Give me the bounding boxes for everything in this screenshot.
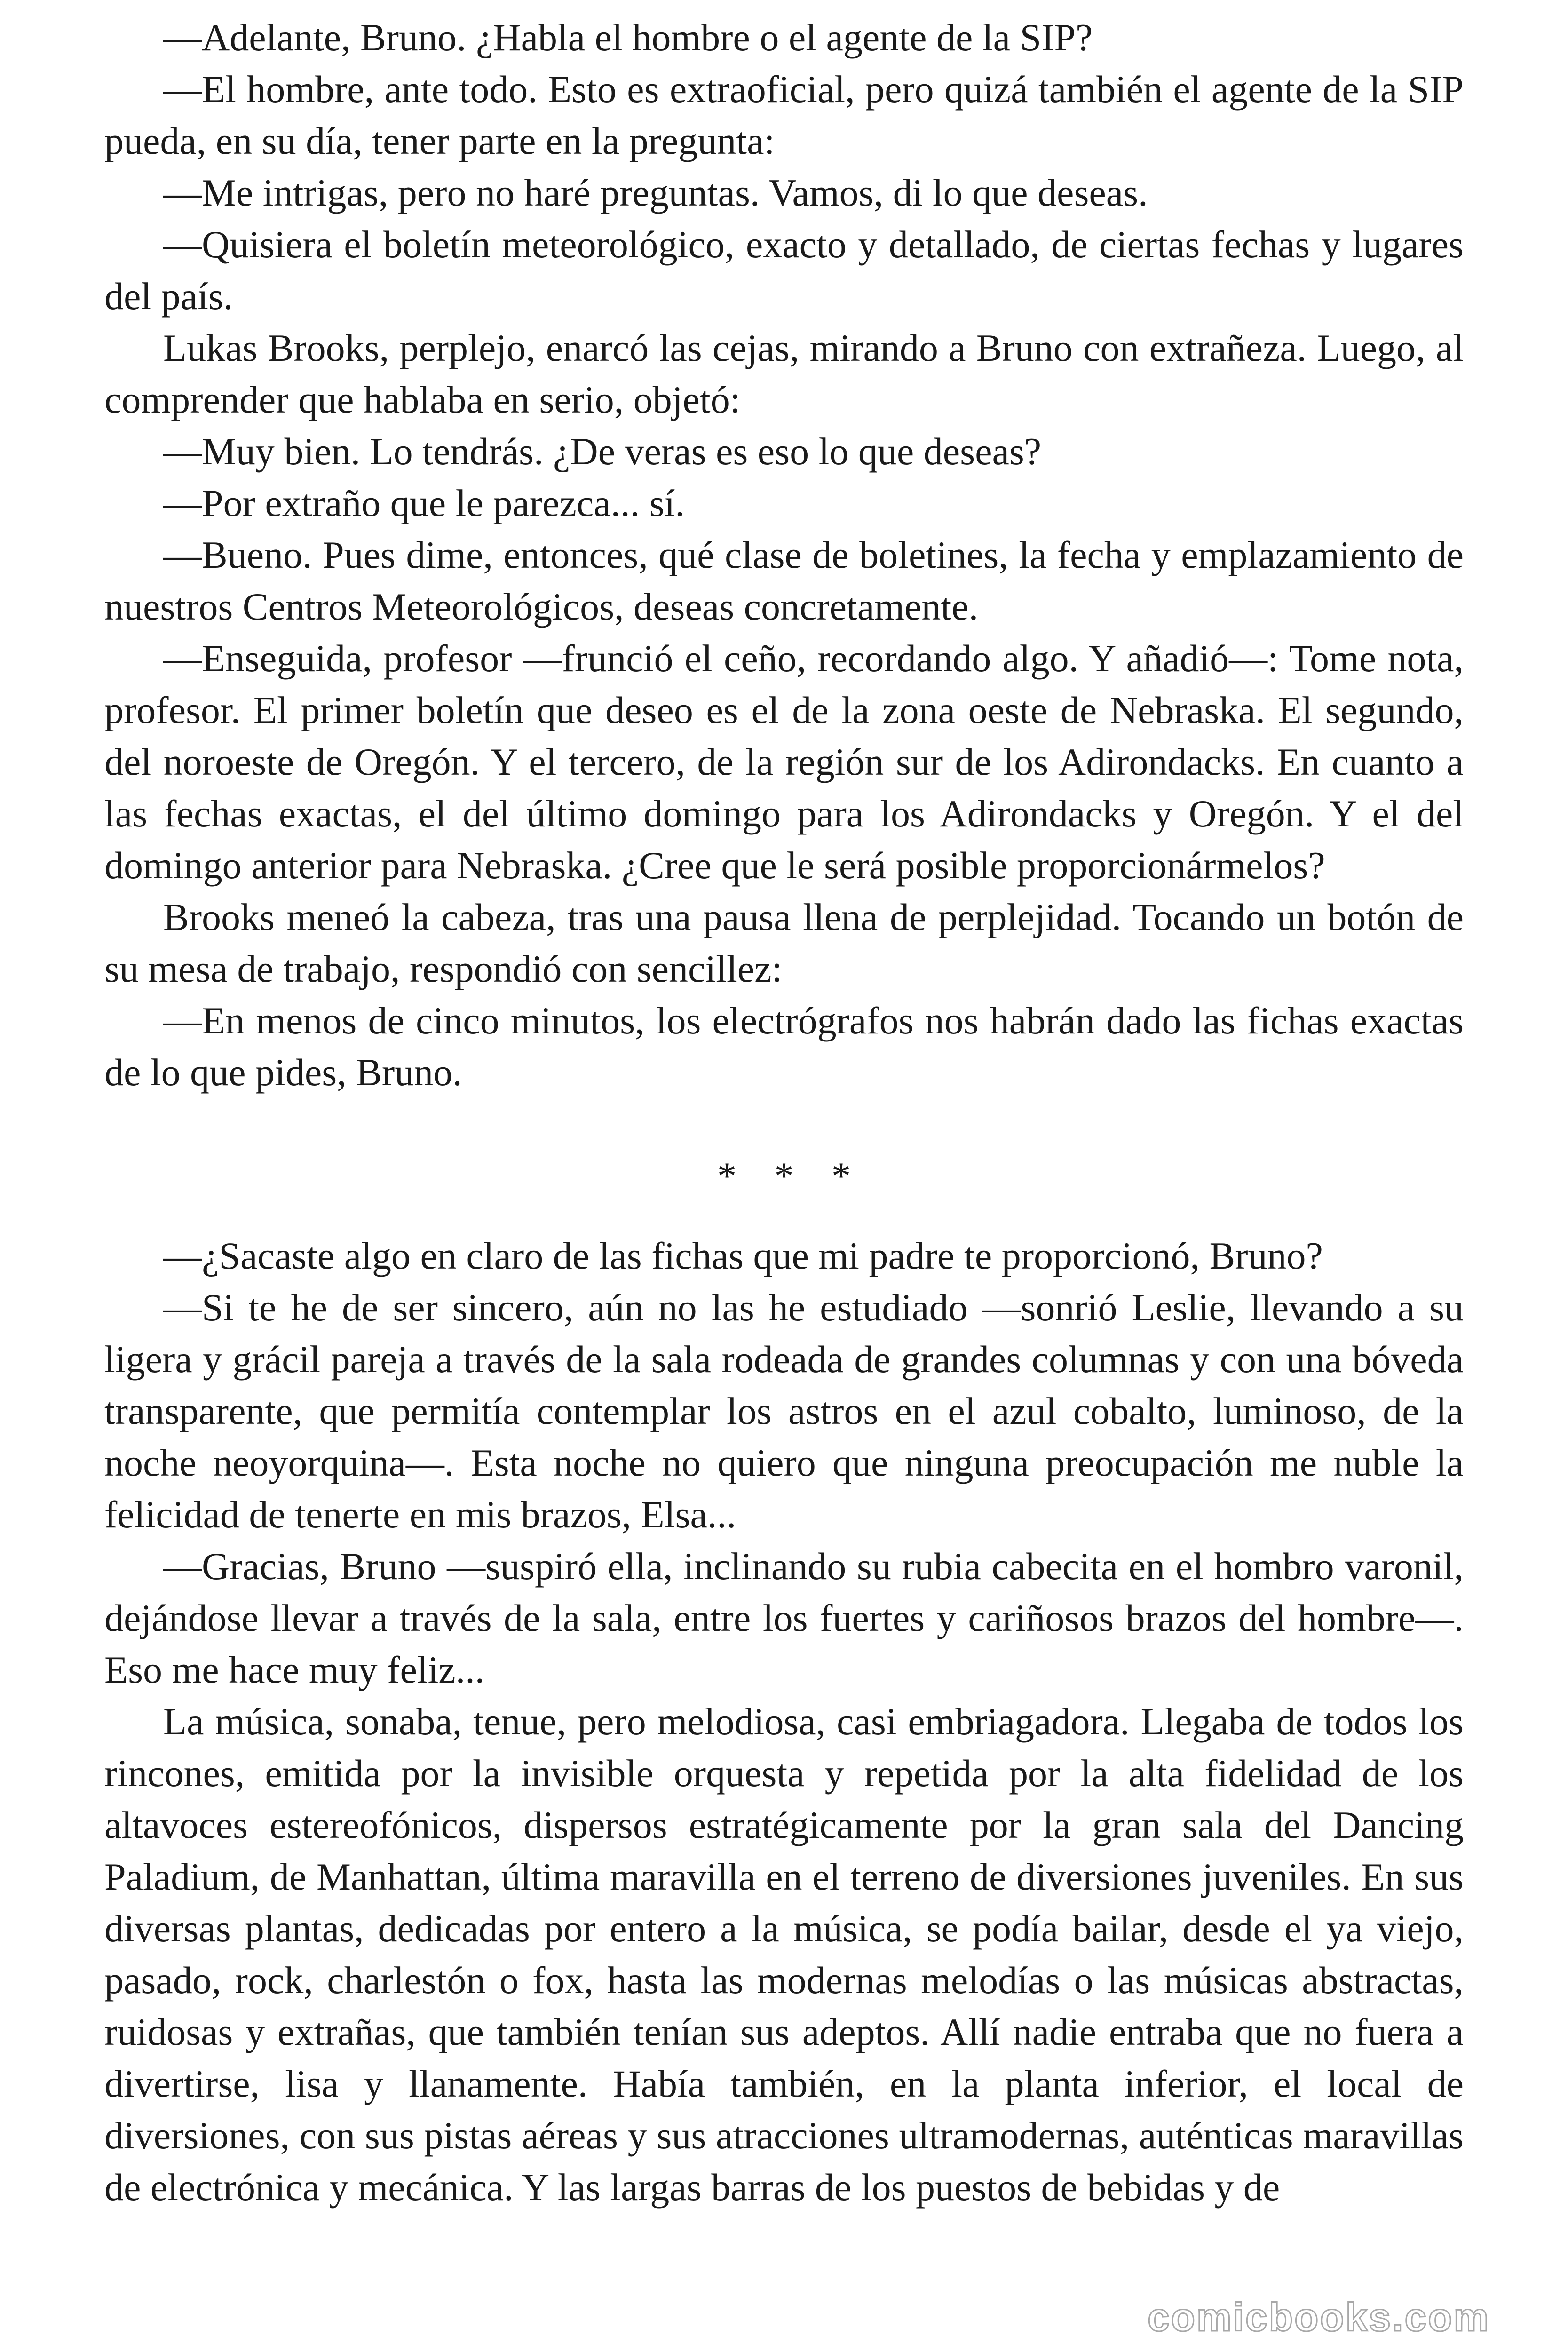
watermark-logo: comicbooks.com [1148,2295,1490,2339]
paragraph: Lukas Brooks, perplejo, enarcó las cejas, mirando a Bruno con extrañeza. Luego, al comprender que hablaba en serio, objetó: [104,326,1464,421]
paragraph: —Enseguida, profesor —frunció el ceño, recordando algo. Y añadió—: Tome nota, profesor. El primer boletín que deseo es el de la zona oeste de Nebraska. El segundo, del noroeste de Oregón. Y el tercero, de la región sur de los Adirondacks. En cuanto a las fechas exactas, el del último domingo para los Adirondacks y Oregón. Y el del domingo anterior para Nebraska. ¿Cree que le será posible proporcionármelos? [104,637,1464,887]
paragraph: —Me intrigas, pero no haré preguntas. Vamos, di lo que deseas. [163,171,1148,214]
page-text [104,12,1464,2213]
section-separator: * * * [717,1154,851,1197]
paragraph: Brooks meneó la cabeza, tras una pausa llena de perplejidad. Tocando un botón de su mesa de trabajo, respondió con sencillez: [104,896,1464,990]
paragraph: —Por extraño que le parezca... sí. [163,482,685,524]
paragraph: —Gracias, Bruno —suspiró ella, inclinando su rubia cabecita en el hombro varonil, dejándose llevar a través de la sala, entre los fuertes y cariñosos brazos del hombre—. Eso me hace muy feliz... [104,1545,1464,1691]
paragraph: —El hombre, ante todo. Esto es extraoficial, pero quizá también el agente de la SIP pueda, en su día, tener parte en la pregunta: [104,68,1464,162]
paragraph: La música, sonaba, tenue, pero melodiosa, casi embriagadora. Llegaba de todos los rincones, emitida por la invisible orquesta y repetida por la alta fidelidad de los altavoces estereofónicos, dispersos estratégicamente por la gran sala del Dancing Paladium, de Manhattan, última maravilla en el terreno de diversiones juveniles. En sus diversas plantas, dedicadas por entero a la música, se podía bailar, desde el ya viejo, pasado, rock, charlestón o fox, hasta las modernas melodías o las músicas abstractas, ruidosas y extrañas, que también tenían sus adeptos. Allí nadie entraba que no fuera a divertirse, lisa y llanamente. Había también, en la planta inferior, el local de diversiones, con sus pistas aéreas y sus atracciones ultramodernas, auténticas maravillas de electrónica y mecánica. Y las largas barras de los puestos de bebidas y de [104,1700,1464,2209]
paragraph: —En menos de cinco minutos, los electrógrafos nos habrán dado las fichas exactas de lo que pides, Bruno. [104,999,1464,1094]
paragraph: —Adelante, Bruno. ¿Habla el hombre o el agente de la SIP? [163,16,1093,59]
paragraph: —Muy bien. Lo tendrás. ¿De veras es eso lo que deseas? [163,430,1042,473]
paragraph: —Bueno. Pues dime, entonces, qué clase de boletines, la fecha y emplazamiento de nuestros Centros Meteorológicos, deseas concretamente. [104,533,1464,628]
paragraph: —Quisiera el boletín meteorológico, exacto y detallado, de ciertas fechas y lugares del país. [104,223,1464,318]
paragraph: —¿Sacaste algo en claro de las fichas que mi padre te proporcionó, Bruno? [163,1234,1323,1277]
paragraph: —Si te he de ser sincero, aún no las he estudiado —sonrió Leslie, llevando a su ligera y grácil pareja a través de la sala rodeada de grandes columnas y con una bóveda transparente, que permitía contemplar los astros en el azul cobalto, luminoso, de la noche neoyorquina—. Esta noche no quiero que ninguna preocupación me nuble la felicidad de tenerte en mis brazos, Elsa... [104,1286,1464,1536]
